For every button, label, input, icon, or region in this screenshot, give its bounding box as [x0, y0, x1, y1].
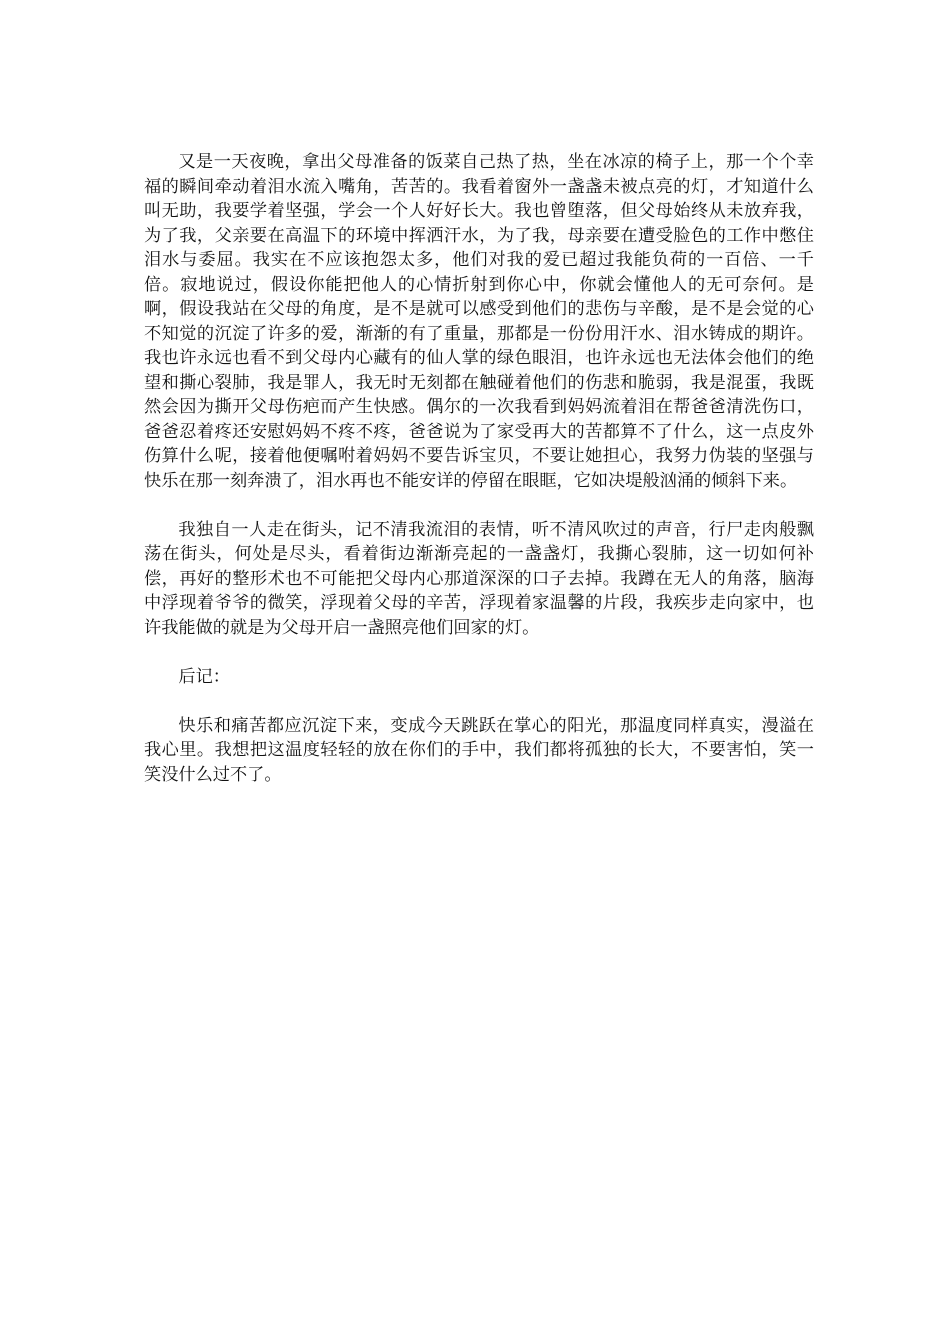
paragraph-afterword: 快乐和痛苦都应沉淀下来，变成今天跳跃在掌心的阳光，那温度同样真实，漫溢在我心里。我想把这温度轻轻的放在你们的手中，我们都将孤独的长大，不要害怕，笑一笑没什么过不了。	[144, 715, 814, 785]
document-body	[144, 150, 814, 787]
paragraph-1: 又是一天夜晚，拿出父母准备的饭菜自己热了热，坐在冰凉的椅子上，那一个个幸福的瞬间牵动着泪水流入嘴角，苦苦的。我看着窗外一盏盏未被点亮的灯，才知道什么叫无助，我要学着坚强，学会一个人好好长大。我也曾堕落，但父母始终从未放弃我，为了我，父亲要在高温下的环境中挥洒汗水，为了我，母亲要在遭受脸色的工作中憋住泪水与委屈。我实在不应该抱怨太多，他们对我的爱已超过我能负荷的一百倍、一千倍。寂地说过，假设你能把他人的心情折射到你心中，你就会懂他人的无可奈何。是啊，假设我站在父母的角度，是不是就可以感受到他们的悲伤与辛酸，是不是会觉的心不知觉的沉淀了许多的爱，渐渐的有了重量，那都是一份份用汗水、泪水铸成的期许。我也许永远也看不到父母内心藏有的仙人掌的绿色眼泪，也许永远也无法体会他们的绝望和撕心裂肺，我是罪人，我无时无刻都在触碰着他们的伤悲和脆弱，我是混蛋，我既然会因为撕开父母伤疤而产生快感。偶尔的一次我看到妈妈流着泪在帮爸爸清洗伤口，爸爸忍着疼还安慰妈妈不疼不疼，爸爸说为了家受再大的苦都算不了什么，这一点皮外伤算什么呢，接着他便嘱咐着妈妈不要告诉宝贝，不要让她担心，我努力伪装的坚强与快乐在那一刻奔溃了，泪水再也不能安详的停留在眼眶，它如决堤般汹涌的倾斜下来。	[144, 152, 814, 491]
paragraph-2: 我独自一人走在街头，记不清我流泪的表情，听不清风吹过的声音，行尸走肉般飘荡在街头，何处是尽头，看着街边渐渐亮起的一盏盏灯，我撕心裂肺，这一切如何补偿，再好的整形术也不可能把父母内心那道深深的口子去掉。我蹲在无人的角落，脑海中浮现着爷爷的微笑，浮现着父母的辛苦，浮现着家温馨的片段，我疾步走向家中，也许我能做的就是为父母开启一盏照亮他们回家的灯。	[144, 519, 814, 638]
afterword-heading: 后记：	[178, 666, 230, 687]
